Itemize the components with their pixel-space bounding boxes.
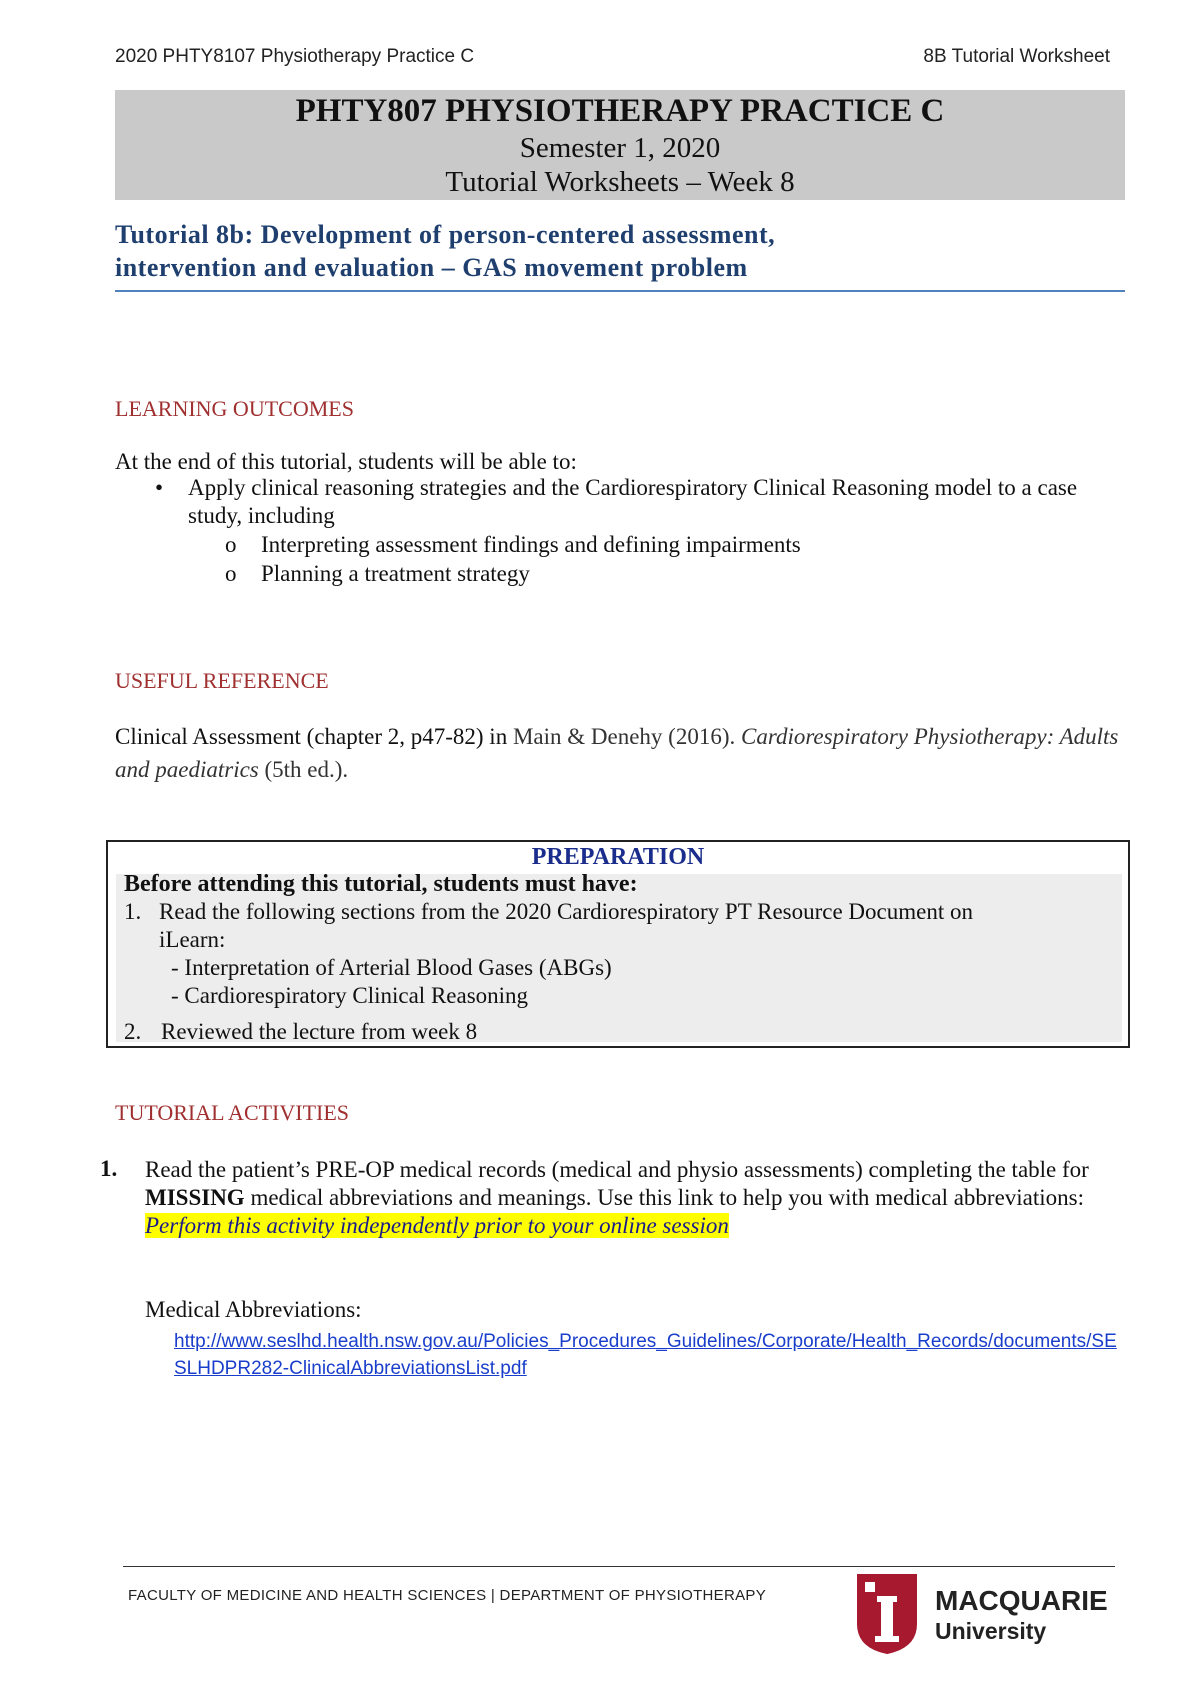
circle-bullet-icon: o [225,532,237,557]
preparation-box [106,840,1130,1048]
learning-outcomes-heading: LEARNING OUTCOMES [115,396,354,421]
prep-subitem: - Cardiorespiratory Clinical Reasoning [171,983,529,1008]
prep-item-text-cont: iLearn: [159,927,226,952]
logo-text-macquarie: MACQUARIE [935,1585,1108,1616]
bullet-text: Apply clinical reasoning strategies and the Cardiorespiratory Clinical Reasoning model to a case study, including [188,475,1078,528]
activity-text [145,1156,1115,1240]
activity-number: 1. [100,1156,118,1181]
reference-citation [115,720,1125,786]
reference-book-title: Cardiorespiratory Physiotherapy: Adults and paediatrics [115,724,1119,782]
preparation-content [116,871,1122,1044]
activity-text-a: Read the patient’s PRE-OP medical records (medical and physio assessments) completing the table for [145,1157,1089,1182]
preparation-lead: Before attending this tutorial, students must have: [124,871,638,897]
bullet-icon: • [155,475,164,500]
abbreviations-link[interactable]: http://www.seslhd.health.nsw.gov.au/Policies_Procedures_Guidelines/Corporate/Health_Records/documents/SESLHDPR282-ClinicalAbbreviationsList.pdf [174,1331,1117,1379]
activities-heading: TUTORIAL ACTIVITIES [115,1100,350,1125]
logo-text-university: University [935,1618,1047,1644]
prep-item-number: 2. [124,1019,142,1044]
activity-text-b: medical abbreviations and meanings. Use this link to help you with medical abbreviations: [244,1185,1085,1210]
learning-outcome-bullet [155,474,1125,530]
subitem-text: Planning a treatment strategy [261,561,530,586]
reference-chapter: Clinical Assessment (chapter 2, p47-82) in [115,724,513,749]
prep-item-number: 1. [124,899,142,924]
learning-outcome-subitem [225,560,530,588]
learning-outcomes-intro: At the end of this tutorial, students will be able to: [115,449,577,474]
preparation-title: PREPARATION [531,844,705,870]
header-worksheet: 8B Tutorial Worksheet [923,46,1110,67]
title-divider [115,290,1125,292]
learning-outcome-subitem [225,531,801,559]
footer-divider [123,1566,1115,1567]
university-shield-icon [855,1572,919,1656]
circle-bullet-icon: o [225,561,237,586]
reference-edition: (5th ed.). [258,757,349,782]
prep-item-text: Reviewed the lecture from week 8 [161,1019,478,1044]
reference-heading: USEFUL REFERENCE [115,668,329,693]
tutorial-title-line2: intervention and evaluation – GAS movement problem [115,253,748,282]
tutorial-title-line1: Tutorial 8b: Development of person-centered assessment, [115,220,776,249]
course-title: PHTY807 PHYSIOTHERAPY PRACTICE C [295,93,945,129]
semester: Semester 1, 2020 [519,131,721,164]
abbreviations-label: Medical Abbreviations: [145,1297,362,1322]
footer-text: FACULTY OF MEDICINE AND HEALTH SCIENCES | DEPARTMENT OF PHYSIOTHERAPY [128,1587,767,1604]
activity-missing: MISSING [145,1185,245,1210]
title-box [115,90,1125,200]
prep-subitem: - Interpretation of Arterial Blood Gases (ABGs) [171,955,612,980]
tutorial-title [115,218,1125,284]
activity-highlight: Perform this activity independently prior to your online session [145,1213,729,1238]
prep-item-text: Read the following sections from the 2020 Cardiorespiratory PT Resource Document on [159,899,973,924]
header-course: 2020 PHTY8107 Physiotherapy Practice C [115,46,475,67]
subitem-text: Interpreting assessment findings and defining impairments [261,532,801,557]
reference-authors: Main & Denehy (2016). [512,724,741,749]
week-title: Tutorial Worksheets – Week 8 [445,166,795,199]
